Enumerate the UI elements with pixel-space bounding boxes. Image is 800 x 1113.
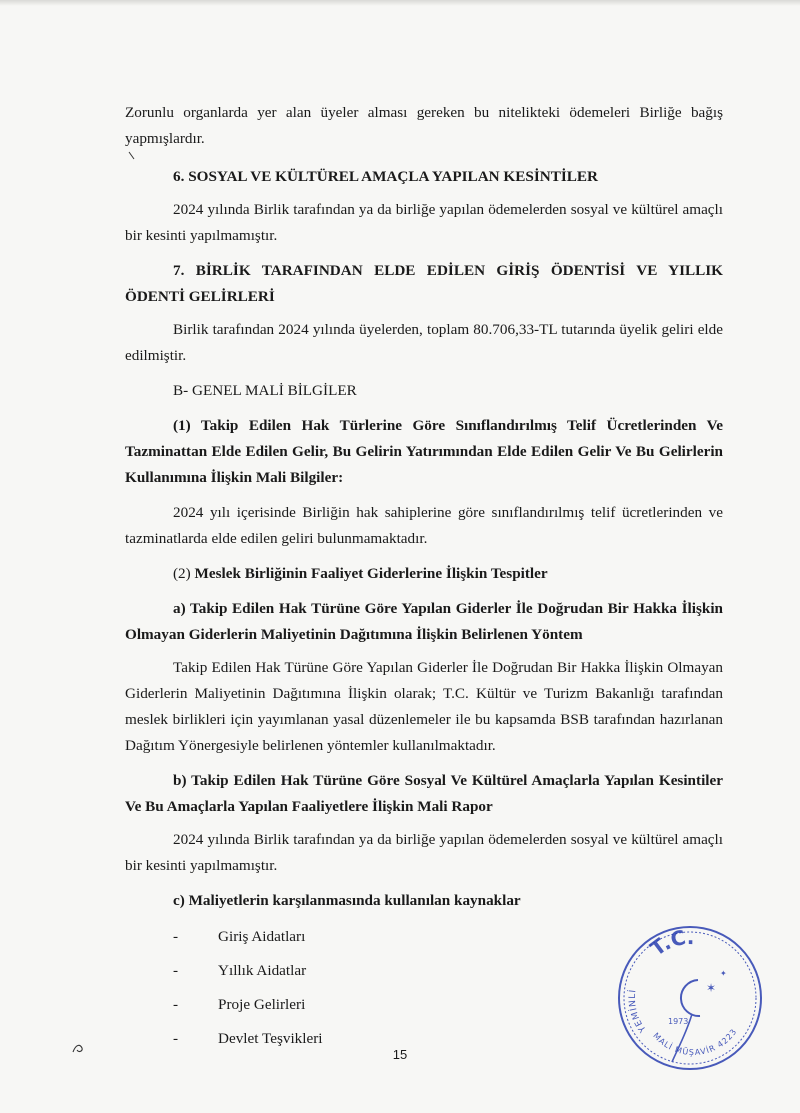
subsection-b-heading: b) Takip Edilen Hak Türüne Göre Sosyal Ve Kültürel Amaçlarla Yapılan Kesintiler Ve Bu Amaçlarla Yapılan Faaliyetlere İlişkin Mali Rapor bbox=[125, 772, 723, 815]
seal-bottom-text: MALİ MÜŞAVİR 4223 bbox=[651, 1026, 739, 1058]
seal-star-icon: ✶ bbox=[706, 981, 717, 995]
item2-heading bbox=[125, 561, 723, 587]
item2-title: Meslek Birliğinin Faaliyet Giderlerine İlişkin Tespitler bbox=[194, 565, 548, 582]
seal-top-text: T.C. bbox=[645, 924, 695, 961]
list-item-label: Devlet Teşvikleri bbox=[218, 1030, 323, 1047]
official-seal-stamp bbox=[614, 922, 766, 1074]
list-item-label: Yıllık Aidatlar bbox=[218, 962, 307, 979]
subsection-b-body: 2024 yılında Birlik tarafından ya da birliğe yapılan ödemelerden sosyal ve kültürel amaçlı bir kesinti yapılmamıştır. bbox=[125, 831, 723, 874]
list-item-label: Giriş Aidatları bbox=[218, 928, 306, 945]
item2-number: (2) bbox=[173, 565, 191, 582]
pen-tick-mark bbox=[128, 151, 136, 161]
item1-heading: (1) Takip Edilen Hak Türlerine Göre Sınıflandırılmış Telif Ücretlerinden Ve Tazminattan Elde Edilen Gelir, Bu Gelirin Yatırımından Elde Edilen Gelir Ve Bu Gelirlerin Kullanımına İlişkin Mali Bilgiler: bbox=[125, 417, 723, 486]
page-number: 15 bbox=[392, 1047, 408, 1062]
seal-side-text: YEMİNLİ bbox=[627, 988, 649, 1034]
seal-year: 1973 bbox=[668, 1017, 689, 1026]
list-dash: - bbox=[173, 928, 179, 945]
list-dash: - bbox=[173, 1030, 179, 1047]
list-item-label: Proje Gelirleri bbox=[218, 996, 306, 1013]
list-dash: - bbox=[173, 962, 179, 979]
section7-body: Birlik tarafından 2024 yılında üyelerden, toplam 80.706,33-TL tutarında üyelik geliri elde edilmiştir. bbox=[125, 321, 723, 364]
seal-star-icon: ✦ bbox=[720, 969, 727, 978]
subsection-c-heading: c) Maliyetlerin karşılanmasında kullanılan kaynaklar bbox=[173, 892, 521, 909]
section6-heading: 6. SOSYAL VE KÜLTÜREL AMAÇLA YAPILAN KESİNTİLER bbox=[173, 168, 598, 185]
subsection-a-heading: a) Takip Edilen Hak Türüne Göre Yapılan Giderler İle Doğrudan Bir Hakka İlişkin Olmayan Giderlerin Maliyetinin Dağıtımına İlişkin Belirlenen Yöntem bbox=[125, 600, 723, 643]
scan-edge bbox=[0, 0, 800, 6]
subsection-a-body: Takip Edilen Hak Türüne Göre Yapılan Giderler İle Doğrudan Bir Hakka İlişkin Olmayan Giderlerin Maliyetinin Dağıtımına İlişkin olarak; T.C. Kültür ve Turizm Bakanlığı tarafından meslek birlikleri için yayımlanan yasal düzenlemeler ile bu kapsamda BSB tarafından hazırlanan Dağıtım Yönergesiyle belirlenen yöntemler kullanılmaktadır. bbox=[125, 659, 723, 754]
item1-body: 2024 yılı içerisinde Birliğin hak sahiplerine göre sınıflandırılmış telif ücretlerinden ve tazminatlarda elde edilen geliri bulunmamaktadır. bbox=[125, 504, 723, 547]
document-body bbox=[125, 100, 723, 1060]
section6-body: 2024 yılında Birlik tarafından ya da birliğe yapılan ödemelerden sosyal ve kültürel amaçlı bir kesinti yapılmamıştır. bbox=[125, 201, 723, 244]
list-dash: - bbox=[173, 996, 179, 1013]
section7-heading: 7. BİRLİK TARAFINDAN ELDE EDİLEN GİRİŞ ÖDENTİSİ VE YILLIK ÖDENTİ GELİRLERİ bbox=[125, 262, 723, 305]
sectionB-heading: B- GENEL MALİ BİLGİLER bbox=[173, 382, 357, 399]
intro-paragraph: Zorunlu organlarda yer alan üyeler alması gereken bu nitelikteki ödemeleri Birliğe bağış yapmışlardır. bbox=[125, 104, 723, 147]
